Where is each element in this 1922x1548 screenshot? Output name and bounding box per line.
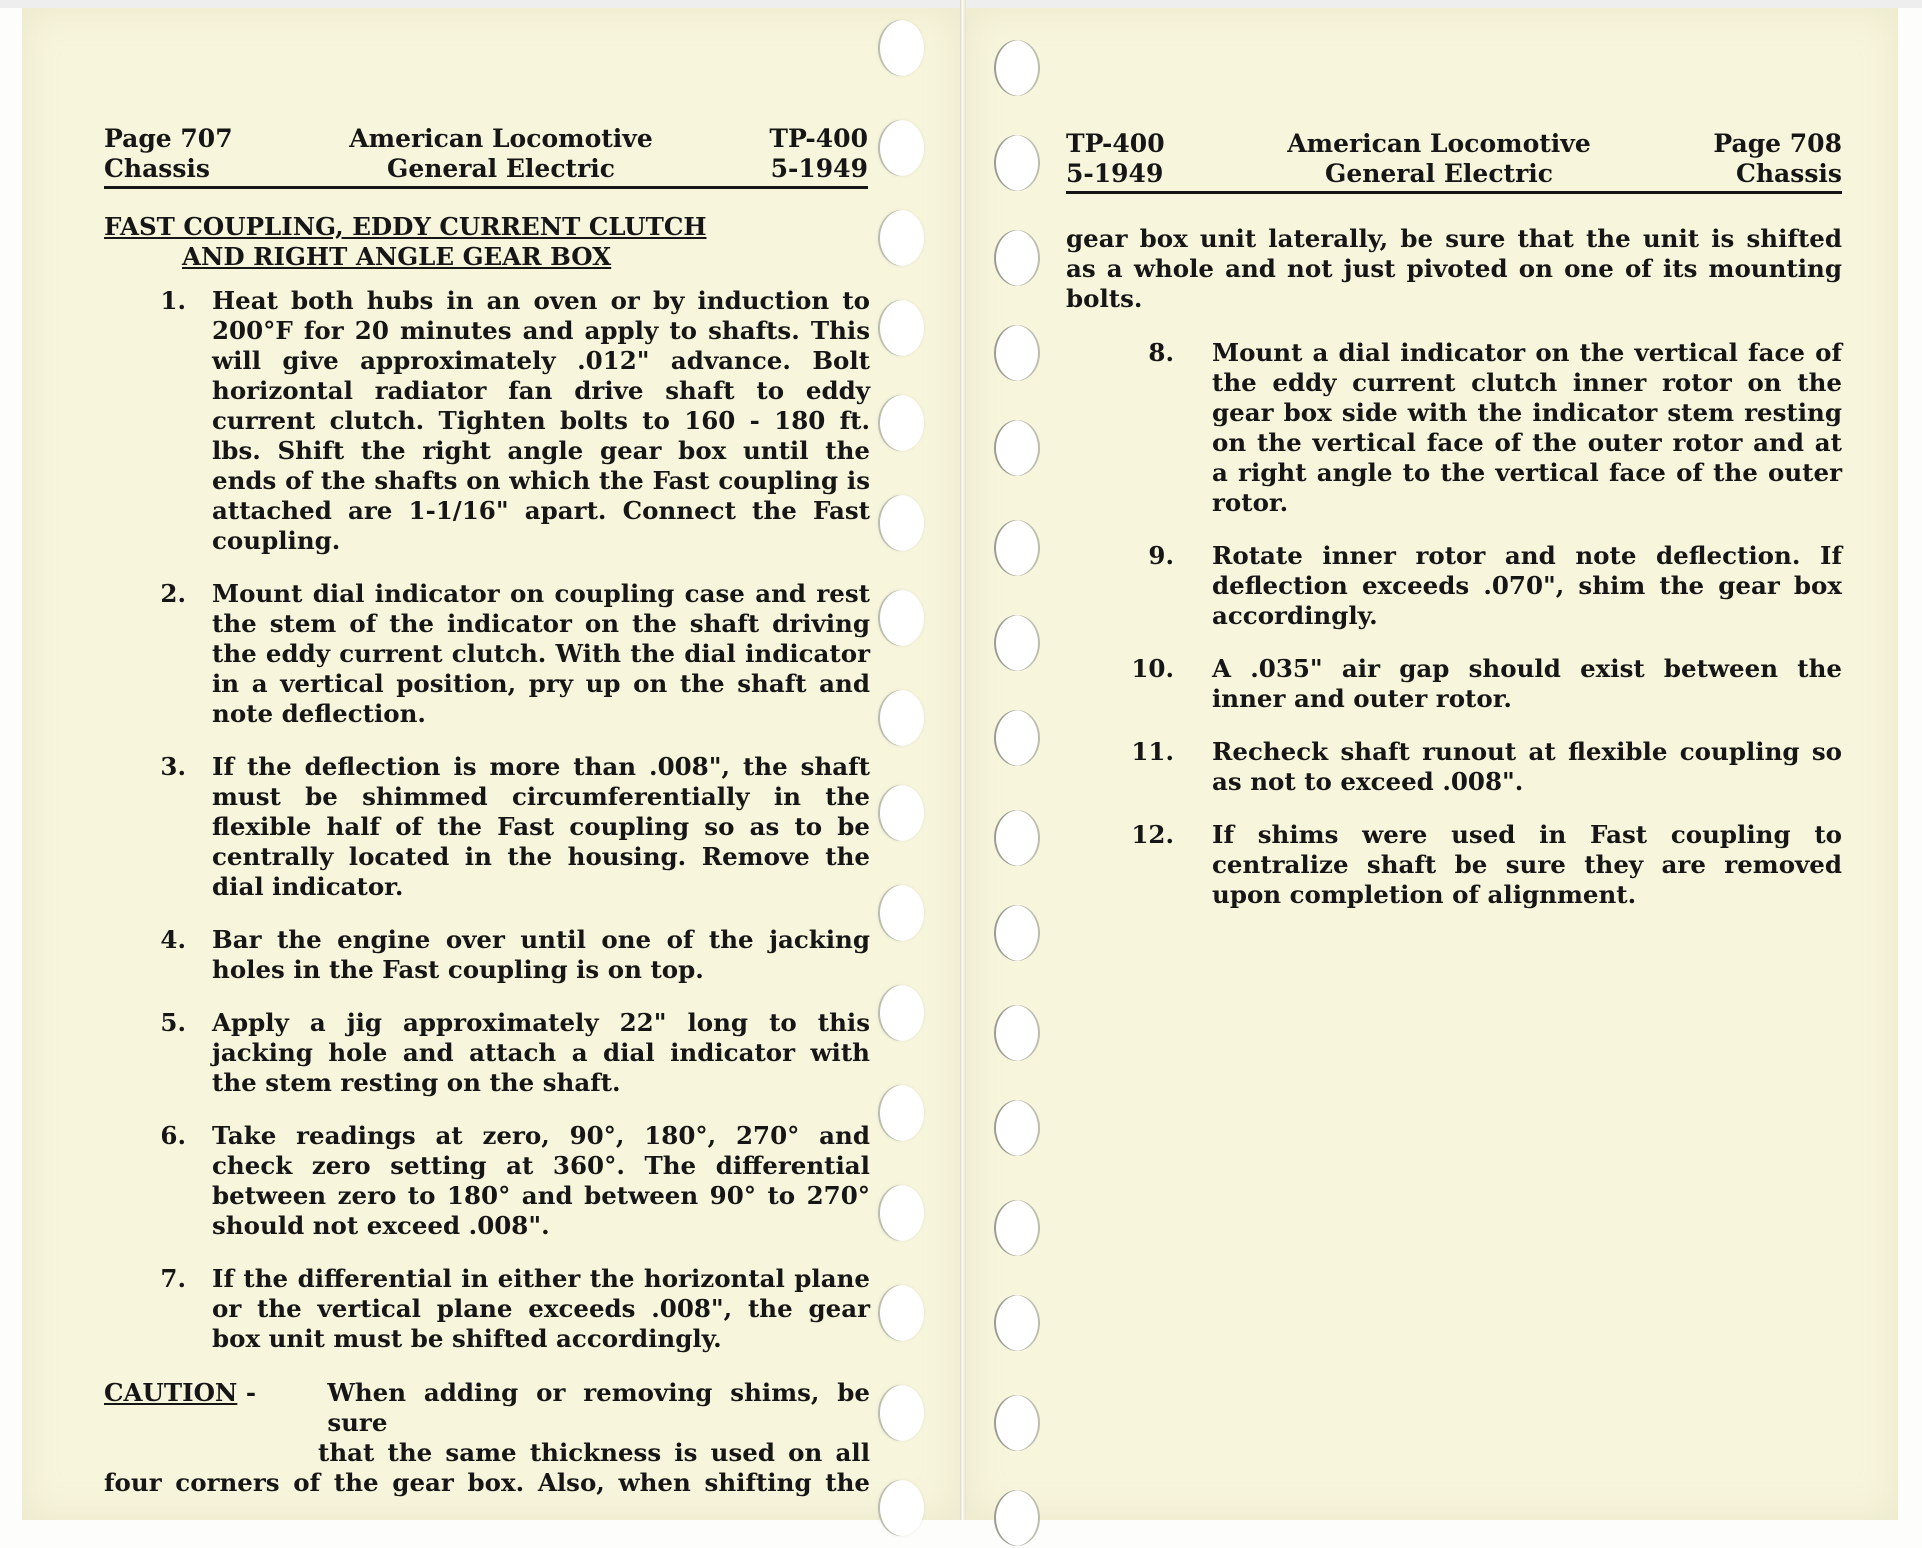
section-title-line-2: AND RIGHT ANGLE GEAR BOX — [182, 242, 612, 271]
company-name: American Locomotive — [349, 124, 653, 153]
binder-hole — [994, 230, 1040, 286]
list-item — [1066, 541, 1842, 631]
continuation-text: gear box unit laterally, be sure that the unit is shifted as a whole and not just pivoted on one of its mounting bolts. — [1066, 224, 1842, 313]
binder-hole — [994, 810, 1040, 866]
list-item — [104, 286, 870, 556]
company-name-2: General Electric — [386, 154, 615, 183]
list-item — [104, 1264, 870, 1354]
item-number: 5. — [160, 1008, 186, 1037]
company-block — [1287, 129, 1590, 189]
item-number: 3. — [160, 752, 186, 781]
company-block — [349, 124, 652, 184]
list-item — [104, 752, 870, 902]
doc-date: 5-1949 — [1066, 159, 1164, 188]
item-text: Apply a jig approximately 22" long to this jacking hole and attach a dial indicator with the stem resting on the shaft. — [212, 1008, 870, 1097]
page-number: Page 708 — [1713, 129, 1842, 158]
caution-dash: - — [237, 1378, 257, 1407]
caution-label: CAUTION — [104, 1378, 238, 1407]
caution-row-1 — [104, 1378, 870, 1438]
binder-hole — [878, 885, 924, 941]
binder-hole — [994, 1005, 1040, 1061]
item-text: Bar the engine over until one of the jacking holes in the Fast coupling is on top. — [212, 925, 870, 984]
binder-hole — [994, 1200, 1040, 1256]
right-page-header — [1066, 129, 1842, 194]
list-item — [1066, 737, 1842, 797]
item-number: 12. — [1131, 820, 1174, 849]
item-text: Heat both hubs in an oven or by induction to 200°F for 20 minutes and apply to shafts. This will give approximately .012" advance. Bolt horizontal radiator fan drive shaft to eddy current clutch. Tighten bolts to 160 - 180 ft. lbs. Shift the right angle gear box until the ends of the shafts on which the Fast coupling is attached are 1-1/16" apart. Connect the Fast coupling. — [212, 286, 870, 555]
binder-hole — [878, 1285, 924, 1341]
item-text: If the deflection is more than .008", the shaft must be shimmed circumferentially in the flexible half of the Fast coupling so as to be centrally located in the housing. Remove the dial indicator. — [212, 752, 870, 901]
doc-block — [1066, 129, 1165, 189]
item-text: If shims were used in Fast coupling to centralize shaft be sure they are removed upon completion of alignment. — [1212, 820, 1842, 909]
list-item — [104, 925, 870, 985]
item-number: 2. — [160, 579, 186, 608]
list-item — [1066, 654, 1842, 714]
binder-hole — [878, 1185, 924, 1241]
binder-hole — [994, 1295, 1040, 1351]
section-title-line-1: FAST COUPLING, EDDY CURRENT CLUTCH — [104, 212, 707, 241]
doc-number: TP-400 — [1066, 129, 1165, 158]
binder-hole — [994, 325, 1040, 381]
caution-block — [104, 1378, 870, 1498]
binder-hole — [878, 1480, 924, 1536]
binder-hole — [878, 210, 924, 266]
doc-date: 5-1949 — [770, 154, 868, 183]
binder-hole — [878, 690, 924, 746]
binder-hole — [994, 135, 1040, 191]
left-page — [22, 8, 960, 1520]
item-text: Mount dial indicator on coupling case and rest the stem of the indicator on the shaft driving the eddy current clutch. With the dial indicator in a vertical position, pry up on the shaft and note deflection. — [212, 579, 870, 728]
item-text: Mount a dial indicator on the vertical face of the eddy current clutch inner rotor on the gear box side with the indicator stem resting on the vertical face of the outer rotor and at a right angle to the vertical face of the outer rotor. — [1212, 338, 1842, 517]
binder-hole — [994, 40, 1040, 96]
caution-text-2: that the same thickness is used on all — [318, 1438, 870, 1467]
binder-hole — [994, 520, 1040, 576]
binder-hole — [994, 1100, 1040, 1156]
section-name: Chassis — [104, 154, 210, 183]
doc-block — [769, 124, 868, 184]
item-number: 4. — [160, 925, 186, 954]
item-text: Take readings at zero, 90°, 180°, 270° and check zero setting at 360°. The differential between zero to 180° and between 90° to 270° should not exceed .008". — [212, 1121, 870, 1240]
item-number: 8. — [1148, 338, 1174, 367]
binder-hole — [878, 1085, 924, 1141]
page-number-block — [104, 124, 233, 184]
binder-hole — [994, 1490, 1040, 1546]
right-page-body — [1066, 224, 1842, 933]
item-number: 6. — [160, 1121, 186, 1150]
item-text: A .035" air gap should exist between the inner and outer rotor. — [1212, 654, 1842, 713]
binder-hole — [878, 395, 924, 451]
binder-hole — [878, 590, 924, 646]
page-number: Page 707 — [104, 124, 233, 153]
item-text: Recheck shaft runout at flexible coupling so as not to exceed .008". — [1212, 737, 1842, 796]
item-number: 7. — [160, 1264, 186, 1293]
binder-hole — [878, 1385, 924, 1441]
left-page-body — [104, 212, 870, 1498]
item-number: 9. — [1148, 541, 1174, 570]
binder-hole — [994, 420, 1040, 476]
binder-hole — [878, 300, 924, 356]
item-number: 1. — [160, 286, 186, 315]
binder-hole — [878, 785, 924, 841]
binder-hole — [878, 495, 924, 551]
binder-hole — [994, 1395, 1040, 1451]
binder-hole — [994, 615, 1040, 671]
page-number-block — [1713, 129, 1842, 189]
binder-hole — [994, 710, 1040, 766]
item-text: Rotate inner rotor and note deflection. If deflection exceeds .070", shim the gear box accordingly. — [1212, 541, 1842, 630]
left-page-header — [104, 124, 868, 189]
item-number: 10. — [1131, 654, 1174, 683]
right-page — [966, 8, 1898, 1520]
caution-text-1: When adding or removing shims, be sure — [327, 1378, 870, 1437]
caution-text-3: four corners of the gear box. Also, when shifting the — [104, 1468, 870, 1497]
list-item — [1066, 338, 1842, 518]
list-item — [1066, 820, 1842, 910]
list-item — [104, 579, 870, 729]
item-number: 11. — [1131, 737, 1174, 766]
binder-hole — [878, 985, 924, 1041]
item-text: If the differential in either the horizontal plane or the vertical plane exceeds .008", the gear box unit must be shifted accordingly. — [212, 1264, 870, 1353]
binder-hole — [878, 120, 924, 176]
company-name: American Locomotive — [1287, 129, 1591, 158]
doc-number: TP-400 — [769, 124, 868, 153]
right-item-list — [1066, 338, 1842, 910]
company-name-2: General Electric — [1324, 159, 1553, 188]
binder-hole — [878, 20, 924, 76]
binder-hole — [994, 905, 1040, 961]
list-item — [104, 1008, 870, 1098]
list-item — [104, 1121, 870, 1241]
left-item-list — [104, 286, 870, 1354]
section-name: Chassis — [1735, 159, 1842, 188]
